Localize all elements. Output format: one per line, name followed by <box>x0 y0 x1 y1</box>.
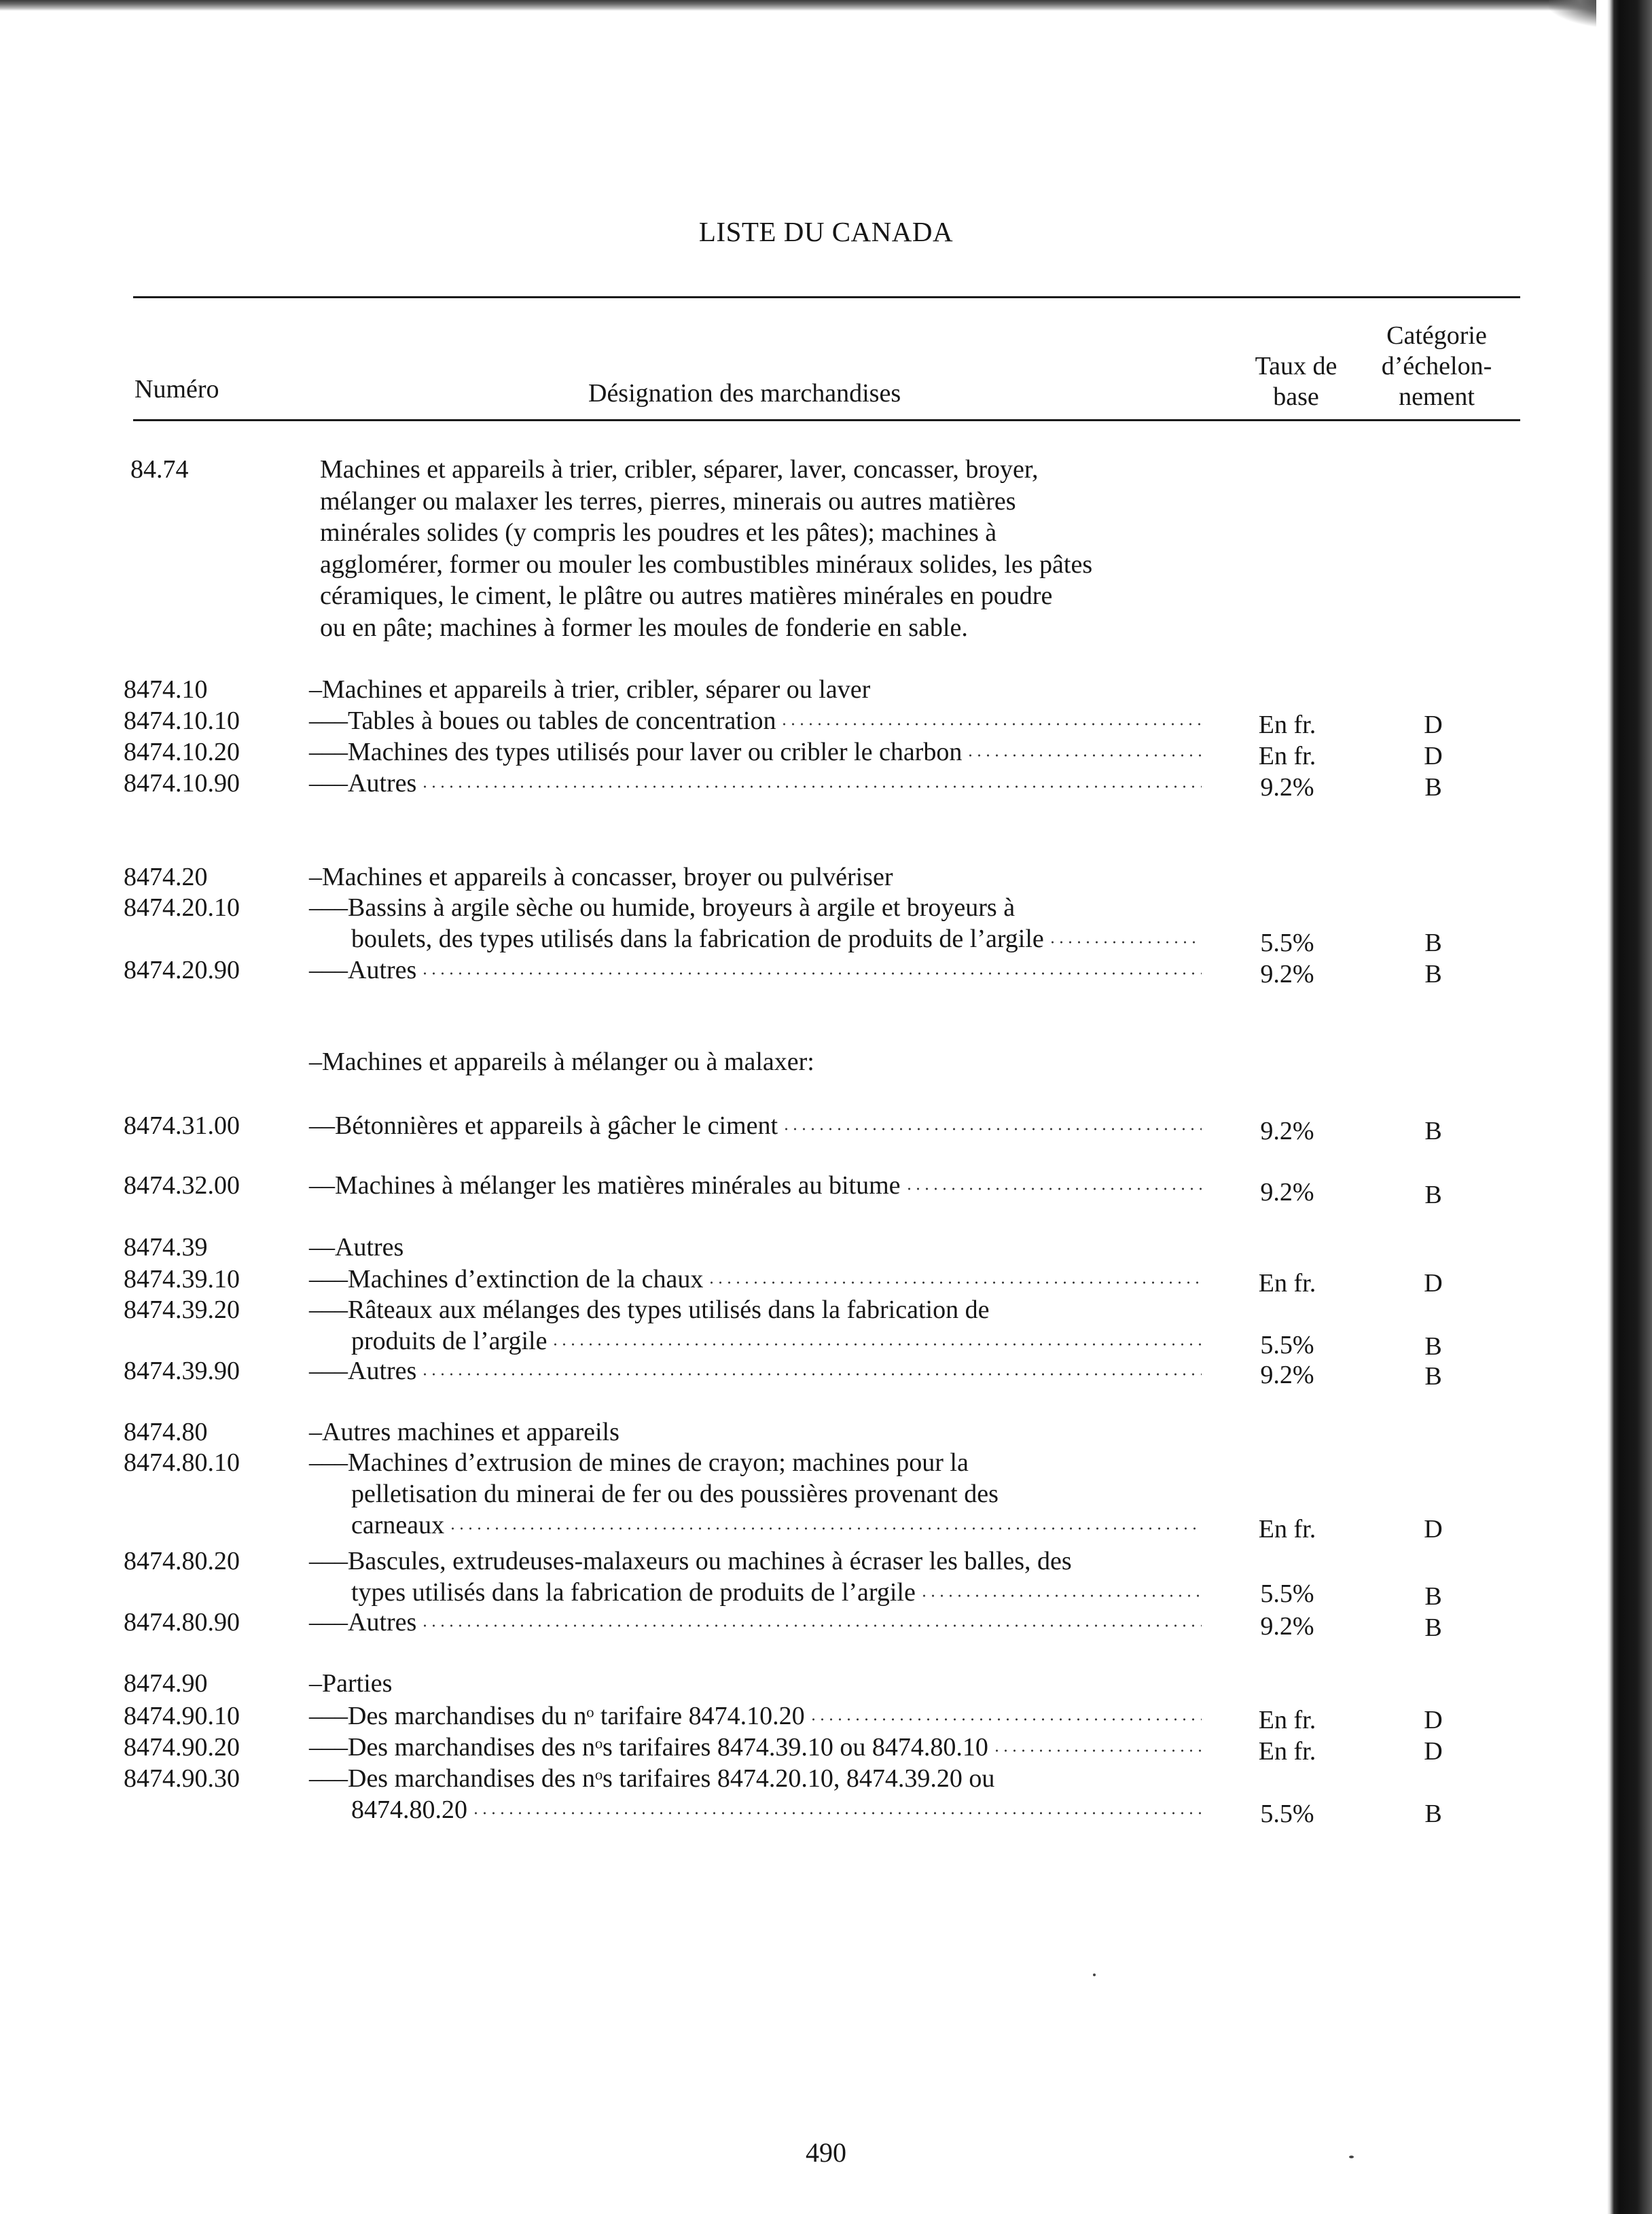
base-rate: 9.2% <box>1260 960 1314 988</box>
tariff-number: 8474.39.20 <box>124 1296 240 1324</box>
heading-line: céramiques, le ciment, le plâtre ou autres matières minérales en poudre <box>320 582 1053 610</box>
base-rate: En fr. <box>1258 1706 1316 1734</box>
staging-category: D <box>1424 1706 1443 1734</box>
tariff-number: 8474.80.10 <box>124 1448 240 1477</box>
item-description <box>309 1170 1206 1201</box>
item-description <box>309 1447 1206 1541</box>
staging-category: B <box>1424 1181 1442 1209</box>
staging-category: D <box>1424 711 1443 739</box>
base-rate: 5.5% <box>1260 1579 1314 1608</box>
heading-line: minérales solides (y compris les poudres et les pâtes); machines à <box>320 518 997 547</box>
heading-line: Machines et appareils à trier, cribler, séparer, laver, concasser, broyer, <box>320 455 1039 484</box>
column-header-categorie-line1: Catégorie <box>1386 321 1487 350</box>
tariff-number: 8474.90 <box>124 1669 208 1698</box>
column-header-categorie <box>1345 321 1528 412</box>
base-rate: 9.2% <box>1260 773 1314 802</box>
staging-category: B <box>1424 960 1442 988</box>
description-text: –Machines et appareils à trier, cribler, séparer ou laver <box>309 675 871 704</box>
base-rate: En fr. <box>1258 742 1316 770</box>
description-text: ––Bétonnières et appareils à gâcher le ciment <box>309 1111 778 1140</box>
staging-category: B <box>1424 1362 1442 1391</box>
base-rate: 5.5% <box>1260 929 1314 957</box>
description-text: –Machines et appareils à mélanger ou à malaxer: <box>309 1048 814 1076</box>
description-text: ––Autres <box>309 1233 404 1262</box>
item-description <box>309 1546 1206 1608</box>
tariff-number: 8474.39.90 <box>124 1357 240 1385</box>
staging-category: D <box>1424 742 1443 770</box>
item-description <box>309 705 1206 736</box>
dot-leader <box>420 1369 1202 1380</box>
base-rate: En fr. <box>1258 1269 1316 1298</box>
tariff-number: 8474.10.10 <box>124 707 240 735</box>
description-text: ––Machines à mélanger les matières minérales au bitume <box>309 1171 901 1200</box>
description-text: –––Des marchandises du nᵒ tarifaire 8474.10.20 <box>309 1702 805 1730</box>
description-text: –––Tables à boues ou tables de concentration <box>309 707 776 735</box>
dot-leader <box>471 1808 1202 1819</box>
item-description <box>309 861 1206 893</box>
dot-leader <box>782 1124 1202 1135</box>
staging-category: B <box>1424 1800 1442 1828</box>
dot-leader <box>420 968 1202 979</box>
item-description <box>309 892 1206 954</box>
item-description <box>309 1763 1206 1825</box>
item-description <box>309 1732 1206 1763</box>
page-title: LISTE DU CANADA <box>698 216 954 247</box>
tariff-number: 8474.80 <box>124 1418 208 1446</box>
tariff-number: 8474.39 <box>124 1233 208 1262</box>
base-rate: En fr. <box>1258 1737 1316 1766</box>
dot-leader <box>966 750 1202 761</box>
description-text: –Autres machines et appareils <box>309 1418 620 1446</box>
description-text: –Machines et appareils à concasser, broyer ou pulvériser <box>309 863 893 891</box>
description-text: pelletisation du minerai de fer ou des poussières provenant des <box>351 1480 999 1508</box>
scan-edge-right <box>1596 0 1652 2214</box>
column-header-categorie-line3: nement <box>1399 382 1475 411</box>
staging-category: D <box>1424 1269 1443 1298</box>
scan-speck <box>1093 1974 1096 1976</box>
column-header-designation: Désignation des marchandises <box>588 379 901 408</box>
page-number: 490 <box>806 2137 846 2168</box>
description-text: –––Bassins à argile sèche ou humide, broyeurs à argile et broyeurs à <box>309 893 1016 922</box>
heading-line: agglomérer, former ou mouler les combustibles minéraux solides, les pâtes <box>320 550 1093 579</box>
staging-category: B <box>1424 1332 1442 1361</box>
dot-leader <box>920 1590 1202 1601</box>
tariff-number: 8474.20.90 <box>124 956 240 984</box>
description-text: –––Des marchandises des nᵒs tarifaires 8474.39.10 ou 8474.80.10 <box>309 1733 988 1762</box>
column-header-taux-line1: Taux de <box>1255 352 1337 380</box>
column-header-taux <box>1236 351 1356 412</box>
tariff-number: 8474.90.30 <box>124 1764 240 1793</box>
base-rate: En fr. <box>1258 1515 1316 1543</box>
tariff-number: 8474.10.90 <box>124 769 240 798</box>
scan-edge-top <box>0 0 1652 11</box>
description-text: –––Machines d’extinction de la chaux <box>309 1265 704 1293</box>
scan-speck <box>1349 2156 1354 2158</box>
tariff-number: 8474.20 <box>124 863 208 891</box>
description-text: –––Autres <box>309 1608 417 1637</box>
tariff-number: 8474.20.10 <box>124 893 240 922</box>
description-text: 8474.80.20 <box>351 1796 467 1824</box>
heading-line: ou en pâte; machines à former les moules de fonderie en sable. <box>320 613 968 642</box>
tariff-number: 8474.80.20 <box>124 1547 240 1575</box>
staging-category: B <box>1424 773 1442 802</box>
tariff-number: 84.74 <box>130 455 189 484</box>
tariff-number: 8474.90.20 <box>124 1733 240 1762</box>
description-text: types utilisés dans la fabrication de produits de l’argile <box>351 1578 916 1607</box>
staging-category: B <box>1424 1582 1442 1611</box>
item-description <box>309 1416 1206 1448</box>
description-text: –––Bascules, extrudeuses-malaxeurs ou machines à écraser les balles, des <box>309 1547 1072 1575</box>
description-text: –––Autres <box>309 956 417 984</box>
base-rate: 5.5% <box>1260 1331 1314 1359</box>
dot-leader <box>420 1620 1202 1631</box>
item-description <box>309 954 1206 986</box>
item-description <box>309 674 1206 705</box>
description-text: –––Machines d’extrusion de mines de crayon; machines pour la <box>309 1448 969 1477</box>
item-description <box>309 1294 1206 1357</box>
item-description <box>309 1607 1206 1638</box>
tariff-number: 8474.31.00 <box>124 1111 240 1140</box>
column-header-categorie-line2: d’échelon- <box>1381 352 1492 380</box>
header-rule-bottom <box>133 419 1520 421</box>
tariff-number: 8474.80.90 <box>124 1608 240 1637</box>
dot-leader <box>1048 937 1202 948</box>
description-text: –––Des marchandises des nᵒs tarifaires 8474.20.10, 8474.39.20 ou <box>309 1764 995 1793</box>
tariff-number: 8474.10 <box>124 675 208 704</box>
column-header-numero: Numéro <box>134 375 219 404</box>
item-description <box>309 768 1206 799</box>
dot-leader <box>992 1745 1202 1756</box>
staging-category: B <box>1424 1613 1442 1642</box>
tariff-number: 8474.32.00 <box>124 1171 240 1200</box>
heading-description <box>320 454 1223 643</box>
tariff-number: 8474.10.20 <box>124 738 240 766</box>
item-description <box>309 1700 1206 1732</box>
description-text: –Parties <box>309 1669 393 1698</box>
description-text: produits de l’argile <box>351 1327 547 1355</box>
tariff-number: 8474.90.10 <box>124 1702 240 1730</box>
heading-line: mélanger ou malaxer les terres, pierres, minerais ou autres matières <box>320 486 1016 516</box>
dot-leader <box>707 1277 1202 1288</box>
item-description <box>309 1232 1206 1263</box>
base-rate: En fr. <box>1258 711 1316 739</box>
item-description <box>309 736 1206 768</box>
staging-category: D <box>1424 1737 1443 1766</box>
staging-category: B <box>1424 929 1442 957</box>
staging-category: B <box>1424 1117 1442 1145</box>
item-description <box>309 1355 1206 1387</box>
item-description <box>309 1046 1206 1077</box>
base-rate: 5.5% <box>1260 1800 1314 1828</box>
description-text: boulets, des types utilisés dans la fabrication de produits de l’argile <box>351 925 1044 953</box>
description-text: –––Râteaux aux mélanges des types utilisés dans la fabrication de <box>309 1296 990 1324</box>
description-text: –––Autres <box>309 1357 417 1385</box>
dot-leader <box>780 719 1202 730</box>
base-rate: 9.2% <box>1260 1612 1314 1641</box>
tariff-number: 8474.39.10 <box>124 1265 240 1293</box>
dot-leader <box>551 1339 1202 1350</box>
item-description <box>309 1264 1206 1295</box>
description-text: –––Machines des types utilisés pour laver ou cribler le charbon <box>309 738 963 766</box>
dot-leader <box>448 1523 1202 1534</box>
dot-leader <box>905 1183 1202 1194</box>
description-text: carneaux <box>351 1511 445 1539</box>
dot-leader <box>809 1714 1202 1725</box>
description-text: –––Autres <box>309 769 417 798</box>
item-description <box>309 1110 1206 1141</box>
base-rate: 9.2% <box>1260 1361 1314 1389</box>
column-header-taux-line2: base <box>1273 382 1319 411</box>
base-rate: 9.2% <box>1260 1178 1314 1207</box>
staging-category: D <box>1424 1515 1443 1543</box>
item-description <box>309 1668 1206 1699</box>
dot-leader <box>420 781 1202 792</box>
header-rule-top <box>133 296 1520 298</box>
base-rate: 9.2% <box>1260 1117 1314 1145</box>
